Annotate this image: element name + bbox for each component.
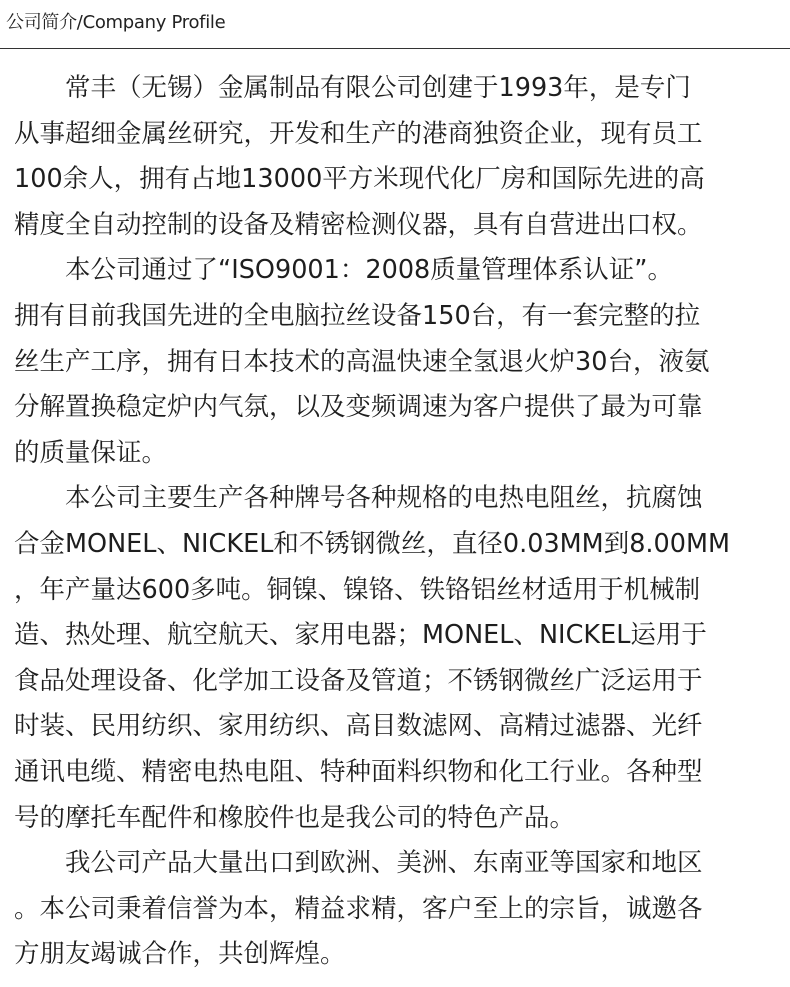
text-line: 食品处理设备、化学加工设备及管道；不锈钢微丝广泛运用于: [14, 665, 703, 696]
text-line: ，年产量达600多吨。铜镍、镍铬、铁铬铝丝材适用于机械制: [14, 574, 701, 605]
text-line: 丝生产工序，拥有日本技术的高温快速全氢退火炉30台，液氨: [14, 346, 710, 377]
text-line: 常丰（无锡）金属制品有限公司创建于1993年，是专门: [14, 73, 691, 103]
text-line: 时装、民用纺织、家用纺织、高目数滤网、高精过滤器、光纤: [14, 711, 703, 742]
text-line: 本公司主要生产各种牌号各种规格的电热电阻丝，抗腐蚀: [14, 483, 703, 514]
text-line: 号的摩托车配件和橡胶件也是我公司的特色产品。: [14, 802, 576, 833]
text-line: 通讯电缆、精密电热电阻、特种面料织物和化工行业。各种型: [14, 756, 703, 787]
text-line: 100余人，拥有占地13000平方米现代化厂房和国际先进的高: [14, 164, 705, 195]
text-line: 方朋友竭诚合作，共创辉煌。: [14, 939, 346, 970]
text-line: 精度全自动控制的设备及精密检测仪器，具有自营进出口权。: [14, 209, 703, 240]
text-line: 合金MONEL、NICKEL和不锈钢微丝，直径0.03MM到8.00MM: [14, 528, 730, 559]
text-line: 分解置换稳定炉内气氛，以及变频调速为客户提供了最为可靠: [14, 392, 703, 423]
page-header: [0, 0, 790, 49]
text-line: 拥有目前我国先进的全电脑拉丝设备150台，有一套完整的拉: [14, 300, 701, 331]
text-line: 。本公司秉着信誉为本，精益求精，客户至上的宗旨，诚邀各: [14, 893, 703, 924]
page-title: 公司简介/Company Profile: [6, 12, 226, 33]
text-line: 造、热处理、航空航天、家用电器；MONEL、NICKEL运用于: [14, 620, 707, 651]
text-line: 我公司产品大量出口到欧洲、美洲、东南亚等国家和地区: [14, 848, 703, 879]
text-line: 的质量保证。: [14, 437, 168, 468]
company-profile-body: [14, 66, 778, 978]
text-line: 本公司通过了“ISO9001：2008质量管理体系认证”。: [14, 255, 673, 286]
text-line: 从事超细金属丝研究，开发和生产的港商独资企业，现有员工: [14, 118, 703, 149]
